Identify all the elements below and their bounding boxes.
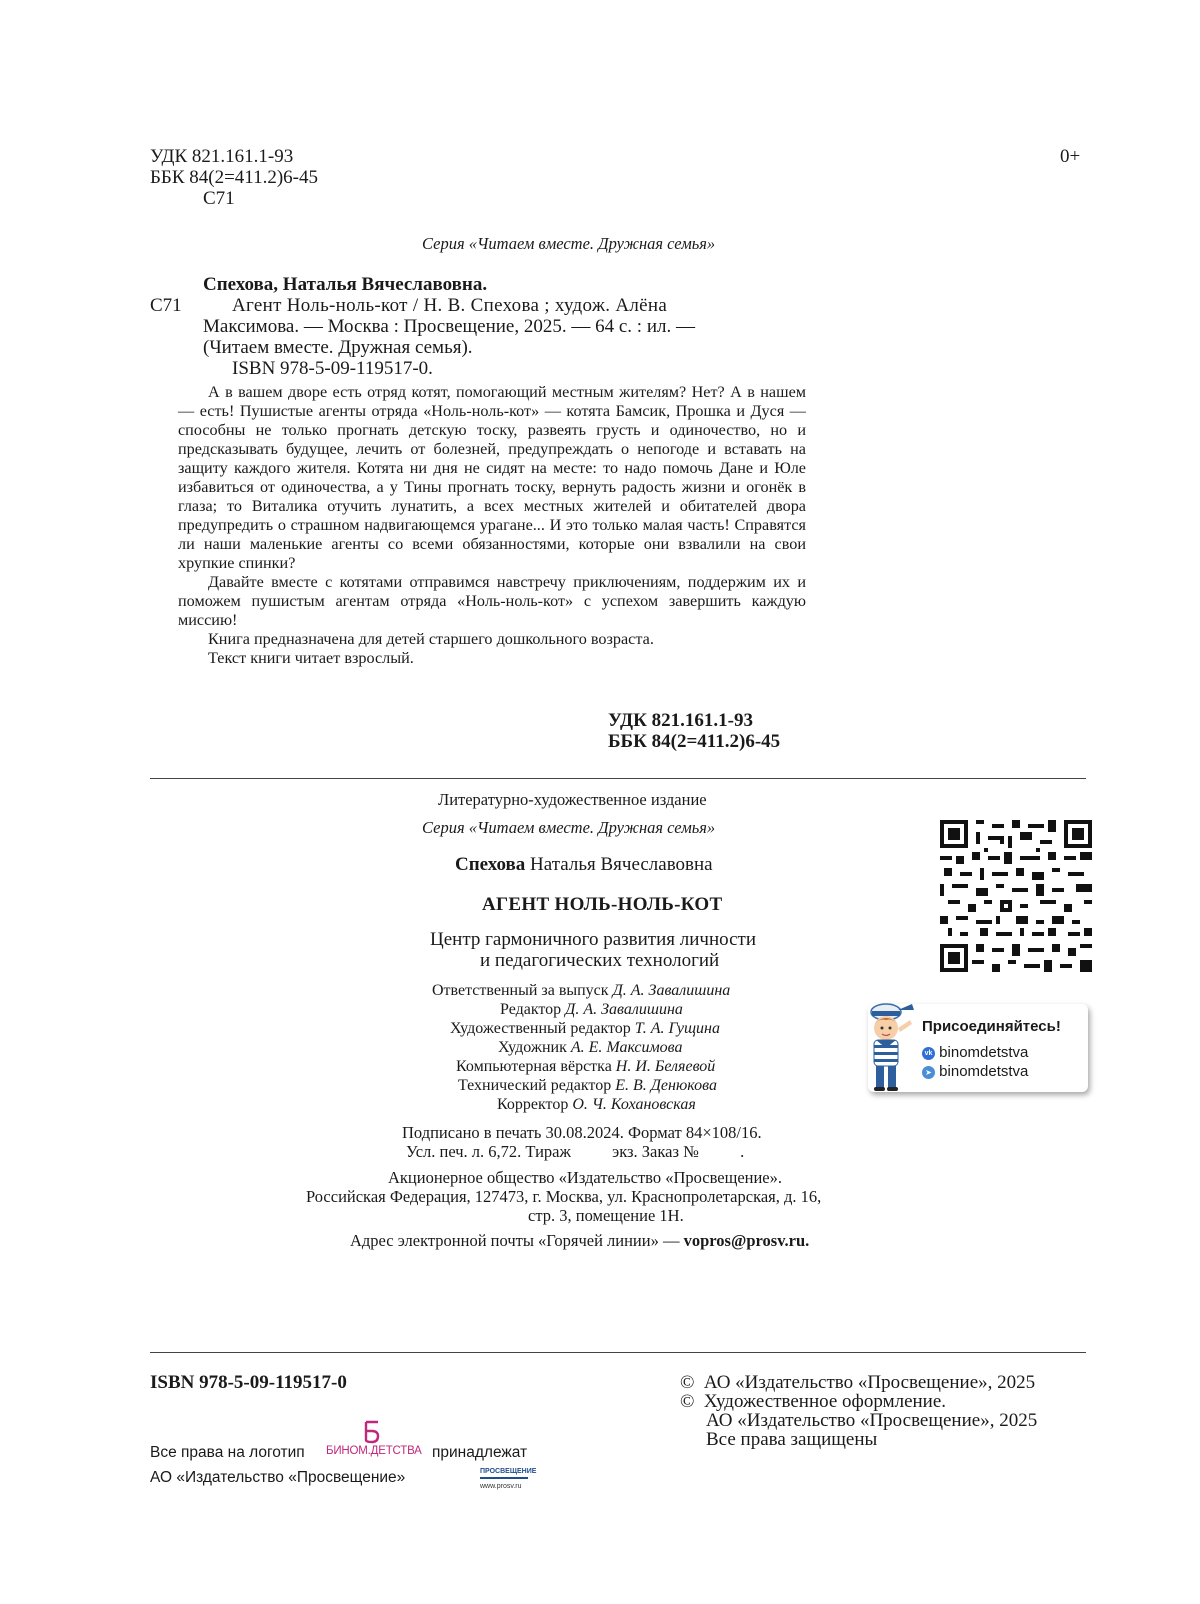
staff-name: Д. А. Завалишина	[612, 982, 731, 999]
copyright-4: Все права защищены	[706, 1429, 878, 1450]
annotation-paragraph-1: А в вашем дворе есть отряд котят, помогающий местным жителям? Нет? А в нашем — есть! Пушистые агенты отряда «Ноль-ноль-кот» — котята Бамсик, Прошка и Дуся — способны не только прогнать детскую тоску, развеять грусть и одиночество, но и предсказывать будущее, лечить от болезней, предупреждать о непогоде и вставать на защиту каждого жителя. Котята ни дня не сидят на месте: то надо помочь Дане и Юле избавиться от одиночества, а у Тины прогнать тоску, вернуть радость жизни и огонёк в глаза; то Виталика отучить лунатить, а всех местных жителей и обитателей двора предупредить о страшном надвигающемся урагане... И это только малая часть! Справятся ли наши маленькие агенты со всеми обязанностями, которые они взвалили на свои хрупкие спинки?	[178, 383, 806, 572]
prosv-url: www.prosv.ru	[480, 1483, 522, 1490]
publisher-line-1: Акционерное общество «Издательство «Просвещение».	[388, 1168, 783, 1187]
imprint-author-name: Наталья Вячеславовна	[525, 854, 713, 875]
annotation-udk: УДК 821.161.1-93	[608, 710, 753, 731]
prosv-logo	[476, 1466, 536, 1496]
biblio-line-1: Агент Ноль-ноль-кот / Н. В. Спехова ; худож. Алёна	[232, 295, 668, 316]
annotation-paragraph-2: Давайте вместе с котятами отправимся навстречу приключениям, поддержим их и поможем пушистым агентам отряда «Ноль-ноль-кот» с успехом завершить каждую миссию!	[178, 573, 806, 629]
imprint-title: АГЕНТ НОЛЬ-НОЛЬ-КОТ	[482, 894, 723, 915]
print-info-1: Подписано в печать 30.08.2024. Формат 84×108/16.	[402, 1123, 762, 1142]
staff-line	[432, 982, 730, 1000]
biblio-code: С71	[150, 295, 182, 316]
telegram-handle: binomdetstva	[939, 1063, 1029, 1080]
staff-role: Технический редактор	[458, 1077, 612, 1094]
divider-top	[150, 778, 1086, 779]
telegram-icon: ➤	[922, 1066, 935, 1079]
publisher-line-3: стр. 3, помещение 1Н.	[528, 1206, 684, 1225]
staff-name: О. Ч. Кохановская	[572, 1096, 696, 1113]
staff-name: Т. А. Гущина	[634, 1020, 720, 1037]
imprint-center-line-1: Центр гармоничного развития личности	[430, 929, 756, 950]
vk-handle: binomdetstva	[939, 1044, 1029, 1061]
staff-line	[497, 1096, 696, 1114]
staff-role: Художественный редактор	[450, 1020, 631, 1037]
copyright-2: © Художественное оформление.	[680, 1391, 947, 1412]
join-text: Присоединяйтесь!	[922, 1018, 1061, 1035]
rights-text-b: принадлежат	[432, 1444, 528, 1461]
author-sign-code: С71	[203, 188, 235, 209]
bbk-code: ББК 84(2=411.2)6-45	[150, 167, 318, 188]
binom-logo-text: БИНОМ.ДЕТСТВА	[326, 1445, 422, 1457]
staff-role: Редактор	[500, 1001, 562, 1018]
hotline-email	[350, 1231, 809, 1251]
staff-line	[498, 1039, 683, 1057]
rights-text-a: Все права на логотип	[150, 1444, 305, 1461]
series-title-top: Серия «Читаем вместе. Дружная семья»	[422, 234, 716, 253]
staff-line	[458, 1077, 717, 1095]
sailor-boy-illustration	[862, 998, 920, 1094]
imprint-center-line-2: и педагогических технологий	[480, 950, 720, 971]
annotation-bbk: ББК 84(2=411.2)6-45	[608, 731, 781, 752]
staff-line	[500, 1001, 683, 1019]
age-rating: 0+	[1060, 146, 1081, 167]
staff-line	[450, 1020, 720, 1038]
imprint-series: Серия «Читаем вместе. Дружная семья»	[422, 818, 716, 837]
divider-bottom	[150, 1352, 1086, 1353]
qr-code[interactable]	[940, 820, 1092, 972]
vk-link[interactable]	[922, 1044, 1028, 1061]
footer-isbn: ISBN 978-5-09-119517-0	[150, 1372, 347, 1393]
staff-name: А. Е. Максимова	[570, 1039, 683, 1056]
staff-role: Художник	[498, 1039, 567, 1056]
biblio-author: Спехова, Наталья Вячеславовна.	[203, 274, 488, 295]
prosv-logo-bar	[480, 1477, 528, 1479]
annotation	[178, 383, 806, 668]
copyright-1: © АО «Издательство «Просвещение», 2025	[680, 1372, 1036, 1393]
rights-line-1	[150, 1444, 305, 1462]
biblio-isbn: ISBN 978-5-09-119517-0.	[232, 358, 433, 379]
staff-role: Корректор	[497, 1096, 569, 1113]
udk-code: УДК 821.161.1-93	[150, 146, 294, 167]
prosv-logo-text: ПРОСВЕЩЕНИЕ	[480, 1468, 537, 1475]
rights-line-2: АО «Издательство «Просвещение»	[150, 1469, 406, 1486]
binom-logo-icon	[326, 1420, 418, 1444]
telegram-link[interactable]	[922, 1063, 1028, 1080]
annotation-paragraph-3: Книга предназначена для детей старшего дошкольного возраста.	[208, 630, 654, 648]
staff-role: Ответственный за выпуск	[432, 982, 609, 999]
copyright-3: АО «Издательство «Просвещение», 2025	[706, 1410, 1038, 1431]
imprint-genre: Литературно-художественное издание	[438, 790, 707, 809]
staff-name: Е. В. Денюкова	[615, 1077, 717, 1094]
imprint-author-surname: Спехова	[455, 854, 526, 875]
vk-icon: vk	[922, 1047, 935, 1060]
publisher-line-2: Российская Федерация, 127473, г. Москва, ул. Краснопролетарская, д. 16,	[306, 1187, 822, 1206]
biblio-line-3: (Читаем вместе. Дружная семья).	[203, 337, 473, 358]
imprint-author	[455, 854, 713, 876]
staff-role: Компьютерная вёрстка	[456, 1058, 612, 1075]
email-link[interactable]: vopros@prosv.ru.	[683, 1231, 810, 1250]
print-info-2: Усл. печ. л. 6,72. Тираж экз. Заказ № .	[406, 1142, 745, 1161]
hotline-label: Адрес электронной почты «Горячей линии» —	[350, 1231, 684, 1250]
staff-name: Д. А. Завалишина	[565, 1001, 683, 1018]
staff-name: Н. И. Беляевой	[615, 1058, 716, 1075]
biblio-line-2: Максимова. — Москва : Просвещение, 2025. — 64 с. : ил. —	[203, 316, 695, 337]
staff-line	[456, 1058, 715, 1076]
binom-logo	[326, 1420, 422, 1462]
annotation-paragraph-4: Текст книги читает взрослый.	[208, 649, 414, 667]
